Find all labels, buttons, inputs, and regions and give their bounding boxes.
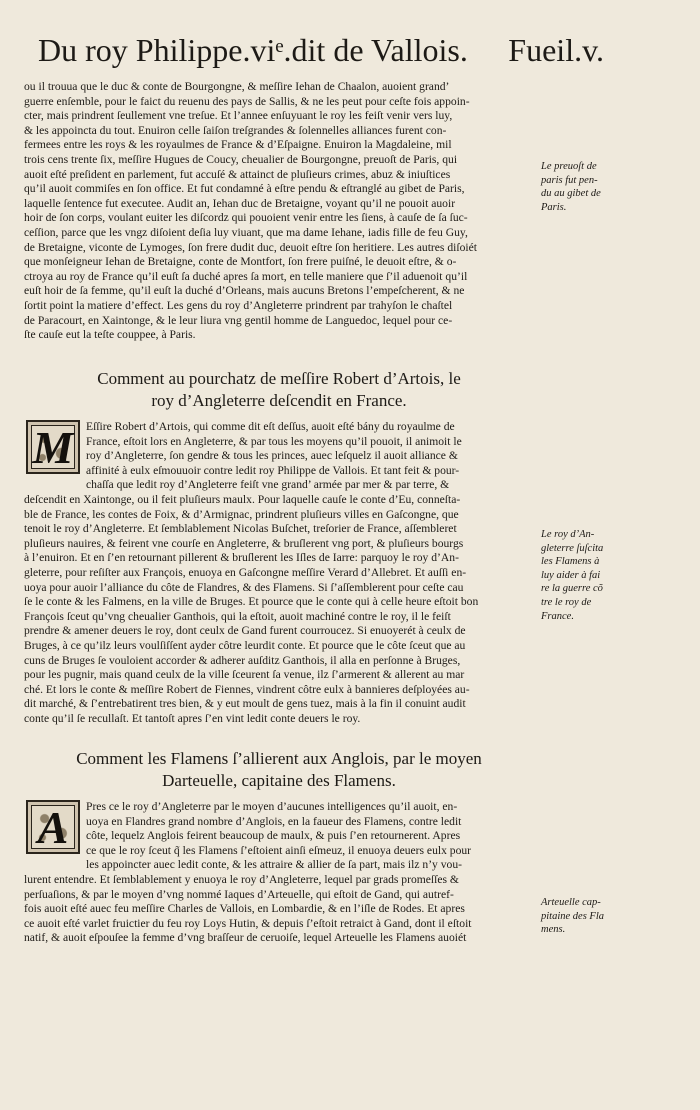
- text-line: côte, lequelz Anglois feirent beaucoup de maulx, & puis ſ’en retournerent. Apres: [86, 829, 461, 843]
- text-line: ctroya au roy de France qu’il euſt ſa duché apres ſa mort, en telle maniere que ſ’il aduenoit qu’il: [24, 269, 468, 283]
- note-line: Arteuelle cap-: [541, 897, 601, 908]
- text-line: hoir de ſon corps, voulant euiter les diſcordz qui pouoient venir entre les ſiens, à cauſe de ſa ſuc-: [24, 211, 468, 225]
- text-line: trois cens trente ſix, meſſire Hugues de Coucy, cheualier de Bourgongne, preuoſt de Paris, qui: [24, 152, 458, 166]
- text-line: pluſieurs nauires, & feirent vne courſe en Angleterre, & bruſlerent vng port, & pluſieurs bourgs: [24, 536, 464, 550]
- paragraph-block-2: [24, 420, 534, 726]
- text-line: affinité à eulx eſmouuoir contre ledit roy Philippe de Vallois. Et tant feit & pour-: [86, 463, 460, 477]
- note-line: gleterre ſuſcita: [541, 542, 604, 554]
- text-line: fermees entre les roys & les royaulmes de France & d’Eſpaigne. Enuiron la Magdaleine, mil: [24, 138, 452, 152]
- text-line: tenoit le roy d’Angleterre. Et ſemblablement Nicolas Buſchet, treſorier de France, aſſembleret: [24, 522, 457, 536]
- text-line: pour les pugnir, mais quand ceulx de la ville ſceurent ſa venue, ilz ſ’armerent & allerent au mar: [24, 668, 465, 682]
- section-heading-1: [24, 368, 534, 412]
- text-line: ſortit point la matiere d’effect. Les gens du roy d’Angleterre prindrent par trahyſon le chaſtel: [24, 298, 453, 312]
- text-line: prendre & amener deuers le roy, dont ceulx de Gand furent courroucez. Si enuoyerét à ceulx de: [24, 624, 466, 638]
- note-line: France.: [541, 610, 574, 622]
- drop-cap-letter: A: [37, 802, 69, 853]
- note-line: luy aider à fai: [541, 569, 601, 581]
- note-line: du au gibet de: [541, 188, 601, 200]
- text-line: Pres ce le roy d’Angleterre par le moyen d’aucunes intelligences qu’il auoit, en-: [86, 800, 458, 813]
- note-line: Le roy d’An-: [541, 529, 595, 540]
- text-line: ché. Et lors le conte & meſſire Robert de Fiennes, vindrent côtre eulx à bannieres deſployées au-: [24, 682, 470, 696]
- text-line: ſe le conte & les Falmens, en la ville de Bruges. Et pource que le conte qui à celle heure eſtoit bon: [24, 595, 479, 609]
- drop-cap-letter: M: [32, 422, 74, 473]
- heading-line: roy d’Angleterre deſcendit en France.: [151, 391, 407, 410]
- note-line: Paris.: [541, 201, 567, 213]
- note-line: mens.: [541, 924, 566, 936]
- text-line: laquelle ſentence fut executee. Audit an, Iehan duc de Bretaigne, voyant qu’il ne pouoit auoir: [24, 196, 456, 210]
- text-line: François ſceut qu’vng cheualier Ganthois, qui la eſtoit, auoit machiné contre le roy, il le feiſt: [24, 609, 451, 623]
- note-line: pitaine des Fla: [541, 910, 604, 922]
- text-line: que monſeigneur Iehan de Bretaigne, conte de Montfort, ſon frere puiſné, le deuoit eſtre, & o-: [24, 255, 457, 269]
- paragraph-block-1: [24, 80, 534, 343]
- text-line: fois auoit eſté auec feu meſſire Charles de Vallois, en Lombardie, & en l’iſle de Rodes. Et apres: [24, 902, 465, 916]
- note-line: Le preuoſt de: [541, 161, 597, 172]
- text-line: ceſſion, parce que les vngz diſoient deſia luy viuant, que ma dame Iehane, iadis fille de feu Guy,: [24, 225, 468, 239]
- text-line: ſte cauſe eut la teſte couppee, à Paris.: [24, 328, 196, 342]
- text-line: cter, mais prindrent ſeullement vne treſue. Et l’annee enſuyuant le roy les feiſt venir vers luy,: [24, 109, 453, 123]
- text-line: Eſſire Robert d’Artois, qui comme dit eſt deſſus, auoit eſté bány du royaulme de: [86, 420, 455, 433]
- text-line: natif, & auoit eſpouſee la femme d’vng braſſeur de ceruoiſe, lequel Arteuelle les Flamens auoiét: [24, 931, 467, 945]
- text-line: Bruges, à ce qu’ilz leurs voulſiſſent ayder côtre leurdit conte. Et pource que le côte ſceut que au: [24, 638, 466, 652]
- text-line: chaſſa que ledit roy d’Angleterre feiſt vne grand’ armée par mer & par terre, &: [86, 478, 450, 492]
- text-line: & les appoincta du tout. Enuiron celle ſaiſon treſgrandes & ſolennelles alliances furent con-: [24, 123, 447, 137]
- text-line: euſt hoir de ſa femme, qu’il euſt la duché d’Orleans, mais aucuns Bretons l’empeſcherent, & ne: [24, 284, 465, 298]
- heading-line: Comment les Flamens ſ’allierent aux Anglois, par le moyen: [76, 749, 482, 768]
- section-heading-2: [24, 748, 534, 792]
- heading-line: Comment au pourchatz de meſſire Robert d’Artois, le: [97, 369, 461, 388]
- text-line: ble de France, les contes de Foix, & d’Armignac, prindrent pluſieurs villes en Gaſcongne, que: [24, 507, 459, 521]
- note-line: paris fut pen-: [541, 174, 598, 186]
- text-line: ou il trouua que le duc & conte de Bourgongne, & meſſire Iehan de Chaalon, auoient grand’: [24, 80, 450, 93]
- note-line: les Flamens à: [541, 556, 600, 568]
- note-line: tre le roy de: [541, 596, 592, 608]
- text-line: guerre enſemble, pour le faict du reuenu des pays de Sallis, & ne les peut pour ceſte fois appoin-: [24, 94, 470, 108]
- text-line: de Bretaigne, viconte de Lymoges, ſon frere dudit duc, deuoit eſtre ſon heritiere. Les autres diſoiét: [24, 240, 477, 254]
- text-line: lurent entendre. Et ſemblablement y enuoya le roy d’Angleterre, lequel par grads promeſſes &: [24, 872, 459, 886]
- text-line: conte qu’il ſe recullaſt. Et tantoſt apres ſ’en vint ledit conte deuers le roy.: [24, 711, 361, 725]
- text-line: les appoincter auec ledit conte, & les attraire & allier de ſa part, mais ilz n’y vou-: [86, 858, 463, 872]
- text-line: France, eſtoit lors en Angleterre, & par tous les moyens qu’il pouoit, il animoit le: [86, 434, 462, 448]
- paragraph-block-3: [24, 800, 534, 946]
- text-line: de Paracourt, en Xaintonge, & le leur liura vng gentil homme de Languedoc, lequel pour ce-: [24, 313, 453, 327]
- text-line: gleterre, pour reſiſter aux François, enuoya en Gaſcongne meſſire Verard d’Allebret. Et auſſi en-: [24, 565, 467, 579]
- margin-note-1: [541, 160, 611, 214]
- text-line: roy d’Angleterre, ſon gendre & tous les princes, auec leſquelz il auoit alliance &: [86, 449, 458, 463]
- text-line: à l’enuiron. Et en ſ’en retournant pillerent & bruſlerent les Iſles de Iarre: parquoy le roy d’An-: [24, 551, 459, 565]
- running-header: [38, 30, 604, 70]
- text-line: qu’il auoit commiſes en ſon office. Et fut condamné à eſtre pendu & eſtranglé au gibet de Paris,: [24, 182, 465, 196]
- text-line: deſcendit en Xaintonge, ou il feit pluſieurs maulx. Pour laquelle cauſe le conte d’Eu, conneſta-: [24, 492, 461, 506]
- text-line: ce que le roy ſceut q̃ les Flamens ſ’eſtoient ainſi eſmeuz, il enuoya deuers eulx pour: [86, 843, 472, 857]
- text-line: uoya en Flandres grand nombre d’Anglois, en la faueur des Flamens, contre ledit: [86, 814, 462, 828]
- heading-line: Darteuelle, capitaine des Flamens.: [162, 771, 396, 790]
- text-line: auoit eſté preſident en parlement, fut accuſé & attainct de pluſieurs crimes, abuz & iniuſtices: [24, 167, 451, 181]
- text-line: uoya pour auoir l’alliance du côte de Flandres, & des Flamens. Si ſ’aſſemblerent pour ceſte cau: [24, 580, 464, 594]
- margin-note-3: [541, 896, 611, 937]
- folio-number: Fueil.v.: [508, 32, 604, 68]
- margin-note-2: [541, 528, 611, 623]
- text-line: perſuaſions, & par le moyen d’vng nommé Iaques d’Arteuelle, qui eſtoit de Gand, qui autref-: [24, 887, 454, 901]
- note-line: re la guerre cõ: [541, 583, 603, 595]
- text-line: ce auoit eſté varlet fruictier du feu roy Loys Hutin, & depuis ſ’eſtoit retraict à Gand, dont il eſtoit: [24, 916, 472, 930]
- page-title: Du roy Philippe.viᵉ.dit de Vallois.: [38, 32, 468, 68]
- text-line: cuns de Bruges ſe vouloient accorder & adherer auſditz Ganthois, il alla en perſonne à Bruges,: [24, 653, 461, 667]
- text-line: dit marché, & ſ’entrebatirent tres bien, & y eut moult de gens tuez, mais à la fin il conuint audit: [24, 697, 466, 711]
